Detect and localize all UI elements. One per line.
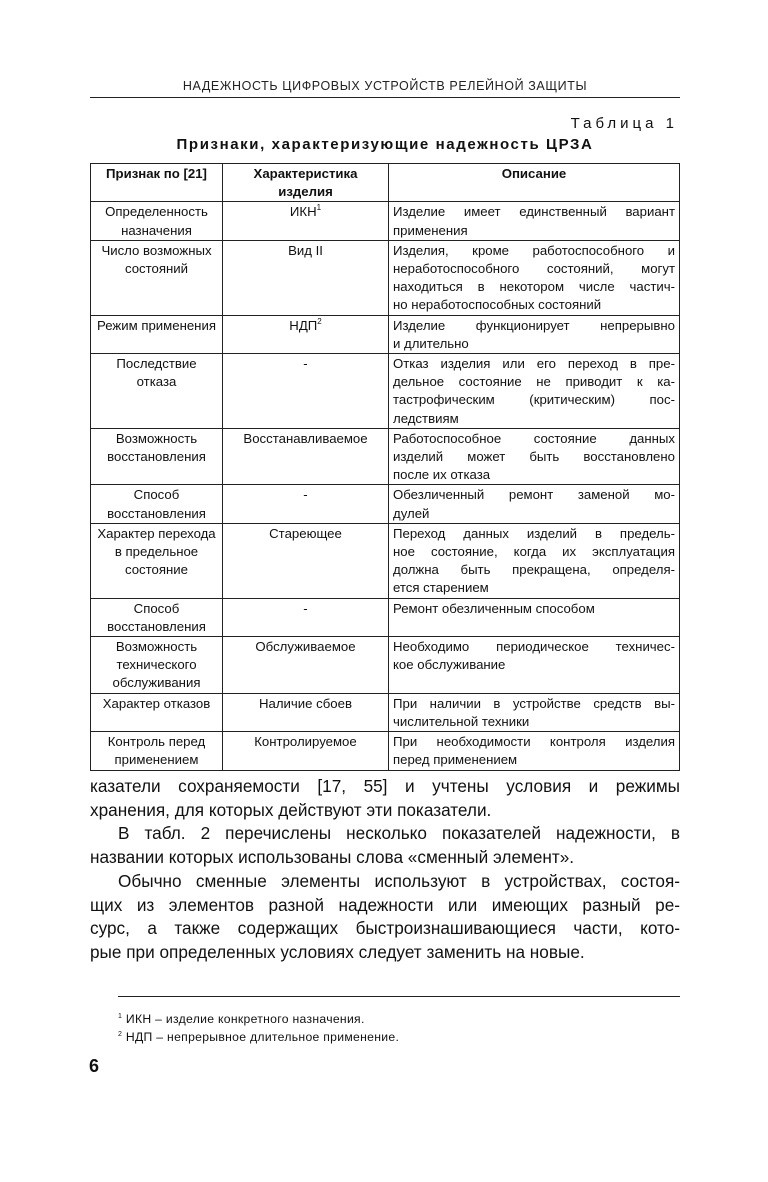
footnote-text: ИКН – изделие конкретного назначения. [125,1012,365,1026]
footnote-text: НДП – непрерывное длительное применение. [125,1030,400,1044]
characteristic-text: - [303,487,308,503]
cell-characteristic [223,732,389,770]
description-line: ется старением [393,580,489,596]
table-header-row [91,164,680,202]
footnote-rule [118,996,680,997]
cell-sign: Возможность восстановления [91,428,223,485]
description-line: Работоспособное состояние данных [393,430,675,446]
characteristic-text: Наличие сбоев [259,695,352,711]
description-line: должна быть прекращена, определя- [393,562,675,578]
cell-description [389,354,680,429]
cell-sign: Характер отказов [91,693,223,731]
table-row [91,732,680,770]
table-row [91,315,680,353]
description-line: Изделие имеет единственный вариант [393,204,675,220]
description-line: и длительно [393,335,469,351]
page-number: 6 [89,1056,100,1076]
table-title: Признаки, характеризующие надежность ЦРЗА [176,136,594,153]
table-row [91,693,680,731]
characteristic-text: ИКН [289,204,317,220]
description-line: При наличии в устройстве средств вы- [393,695,675,711]
body-line: щих из элементов разной надежности или имеющих разный ре- [90,894,680,915]
table-row [91,354,680,429]
cell-sign: Режим применения [91,315,223,353]
description-line: числительной техники [393,713,530,729]
cell-description [389,693,680,731]
header-rule [90,97,680,98]
table-row [91,428,680,485]
description-line: Ремонт обезличенным способом [393,600,595,616]
cell-sign: Способ восстановления [91,598,223,636]
cell-characteristic [223,315,389,353]
description-line: кое обслуживание [393,657,506,673]
description-line: ное состояние, когда их эксплуатация [393,544,675,560]
footnote-mark: 2 [118,1031,123,1038]
cell-description [389,637,680,694]
cell-description [389,485,680,523]
running-head: НАДЕЖНОСТЬ ЦИФРОВЫХ УСТРОЙСТВ РЕЛЕЙНОЙ ЗАЩИТЫ [182,79,588,93]
description-line: Изделие функционирует непрерывно [393,317,675,333]
characteristic-text: - [303,356,308,372]
description-line: находиться в некотором числе частич- [393,279,675,295]
table-row [91,523,680,598]
footnotes [118,1010,678,1046]
cell-description [389,523,680,598]
table-row [91,637,680,694]
body-line: Обычно сменные элементы используют в устройствах, состоя- [118,870,680,891]
description-line: Переход данных изделий в предель- [393,525,675,541]
table-number: Таблица 1 [570,115,678,132]
description-line: применения [393,222,468,238]
cell-characteristic [223,354,389,429]
cell-description [389,598,680,636]
body-line: казатели сохраняемости [17, 55] и учтены условия и режимы [90,776,680,796]
cell-description [389,428,680,485]
cell-description [389,315,680,353]
characteristic-text: Вид II [288,242,323,258]
cell-sign: Возможность технического обслуживания [91,637,223,694]
cell-sign: Число возможных состояний [91,240,223,315]
characteristic-text: НДП [289,317,318,333]
cell-characteristic [223,428,389,485]
characteristic-text: Контролируемое [254,734,357,750]
table-body [91,202,680,770]
column-header-sign: Признак по [21] [91,164,223,202]
characteristic-text: Стареющее [269,525,342,541]
cell-characteristic [223,485,389,523]
cell-sign: Последствие отказа [91,354,223,429]
cell-sign: Контроль перед применением [91,732,223,770]
table-row [91,485,680,523]
description-line: изделий может быть восстановлено [393,449,675,465]
body-line: рые при определенных условиях следует заменить на новые. [90,941,585,962]
body-line: сурс, а также содержащих быстроизнашивающиеся части, кото- [90,918,680,939]
characteristic-text: Обслуживаемое [255,639,356,655]
cell-characteristic [223,637,389,694]
table-row [91,598,680,636]
cell-sign: Способ восстановления [91,485,223,523]
description-line: перед применением [393,752,518,768]
footnote [118,1028,678,1046]
cell-sign: Характер перехода в предельное состояние [91,523,223,598]
body-line: В табл. 2 перечислены несколько показателей надежности, в [118,823,680,844]
column-header-description: Описание [389,164,680,202]
table-row [91,240,680,315]
description-line: Обезличенный ремонт заменой мо- [393,487,675,503]
cell-characteristic [223,523,389,598]
column-header-characteristic: Характеристика изделия [223,164,389,202]
cell-description [389,240,680,315]
cell-sign: Определенность назначения [91,202,223,240]
description-line: дулей [393,505,430,521]
description-line: тастрофическим (критическим) пос- [393,392,675,408]
description-line: после их отказа [393,467,491,483]
cell-characteristic [223,693,389,731]
description-line: неработоспособного состояний, могут [393,261,675,277]
description-line: ледствиям [393,410,459,426]
cell-description [389,202,680,240]
footnote-ref: 2 [317,316,322,326]
characteristic-text: - [303,600,308,616]
characteristic-text: Восстанавливаемое [243,430,368,446]
description-line: но неработоспособных состояний [393,297,602,313]
cell-description [389,732,680,770]
description-line: Изделия, кроме работоспособного и [393,242,675,258]
cell-characteristic [223,240,389,315]
description-line: дельное состояние не приводит к ка- [393,374,675,390]
footnote [118,1010,678,1028]
body-line: названии которых использованы слова «сменный элемент». [90,847,575,868]
body-line: хранения, для которых действуют эти показатели. [90,799,492,820]
table-row [91,202,680,240]
cell-characteristic [223,202,389,240]
reliability-table [90,163,680,771]
description-line: Необходимо периодическое техничес- [393,639,675,655]
footnote-mark: 1 [118,1013,123,1020]
cell-characteristic [223,598,389,636]
description-line: При необходимости контроля изделия [393,734,675,750]
body-text [90,775,680,965]
footnote-ref: 1 [316,203,322,213]
description-line: Отказ изделия или его переход в пре- [393,356,675,372]
